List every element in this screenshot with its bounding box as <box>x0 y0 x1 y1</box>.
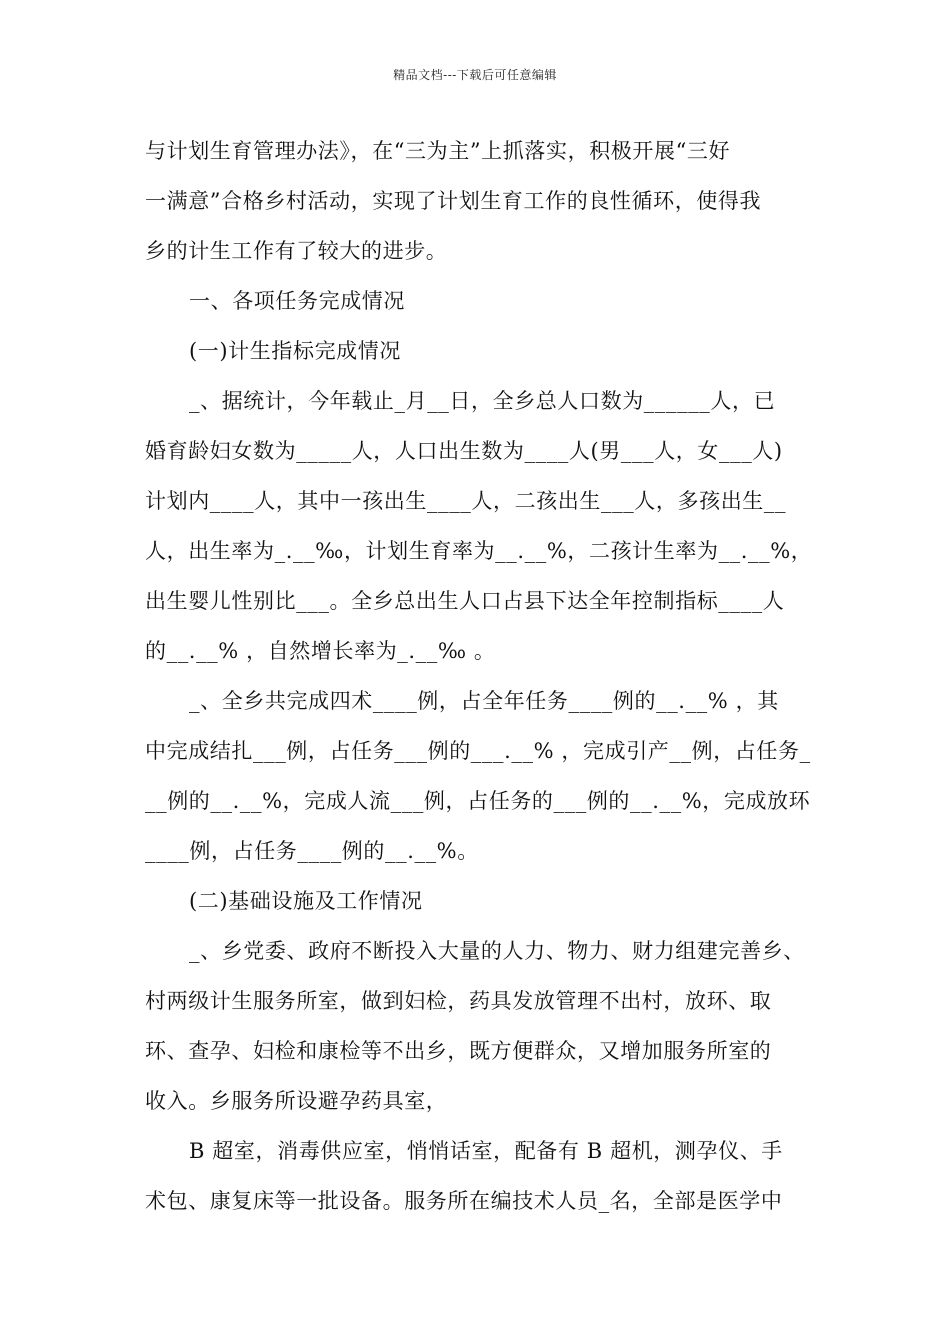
text-line: _、乡党委、政府不断投入大量的人力、物力、财力组建完善乡、 <box>189 939 805 963</box>
text-line: 人，出生率为_.__‰，计划生育率为__.__%，二孩计生率为__.__%， <box>145 539 813 563</box>
text-line: _、全乡共完成四术____例，占全年任务____例的__.__% ，其 <box>189 689 779 713</box>
text-line: 收入。乡服务所设避孕药具室， <box>145 1089 448 1113</box>
text-line: 乡的计生工作有了较大的进步。 <box>145 239 448 263</box>
page-header: 精品文档---下载后可任意编辑 <box>393 68 557 82</box>
text-line: 的__.__% ，自然增长率为_.__‰ 。 <box>145 639 496 663</box>
text-line: 环、查孕、妇检和康检等不出乡，既方便群众，又增加服务所室的 <box>145 1039 772 1063</box>
text-line: 术包、康复床等一批设备。服务所在编技术人员_名，全部是医学中 <box>145 1189 783 1213</box>
text-line: 计划内____人，其中一孩出生____人，二孩出生___人，多孩出生__ <box>145 489 787 513</box>
text-line: ____例，占任务____例的__.__%。 <box>145 839 479 863</box>
text-line: 中完成结扎___例，占任务___例的___.__% ，完成引产__例，占任务_ <box>145 739 811 763</box>
text-line: B 超室，消毒供应室，悄悄话室，配备有 B 超机，测孕仪、手 <box>189 1139 783 1163</box>
subsection-heading: (二)基础设施及工作情况 <box>189 889 423 913</box>
document-body <box>145 126 825 1226</box>
section-heading: 一、各项任务完成情况 <box>189 289 405 313</box>
text-line: _、据统计，今年载止_月__日，全乡总人口数为______人，已 <box>189 389 776 413</box>
text-line: 出生婴儿性别比___。全乡总出生人口占县下达全年控制指标____人 <box>145 589 785 613</box>
text-line: 婚育龄妇女数为_____人，人口出生数为____人(男___人，女___人) <box>145 439 783 463</box>
text-line: 村两级计生服务所室，做到妇检，药具发放管理不出村，放环、取 <box>145 989 772 1013</box>
text-line: __例的__.__%，完成人流___例，占任务的___例的__.__%，完成放环 <box>145 789 811 813</box>
subsection-heading: (一)计生指标完成情况 <box>189 339 401 363</box>
text-line: 一满意”合格乡村活动，实现了计划生育工作的良性循环，使得我 <box>145 189 762 213</box>
text-line: 与计划生育管理办法》，在“三为主”上抓落实，积极开展“三好 <box>145 139 731 163</box>
